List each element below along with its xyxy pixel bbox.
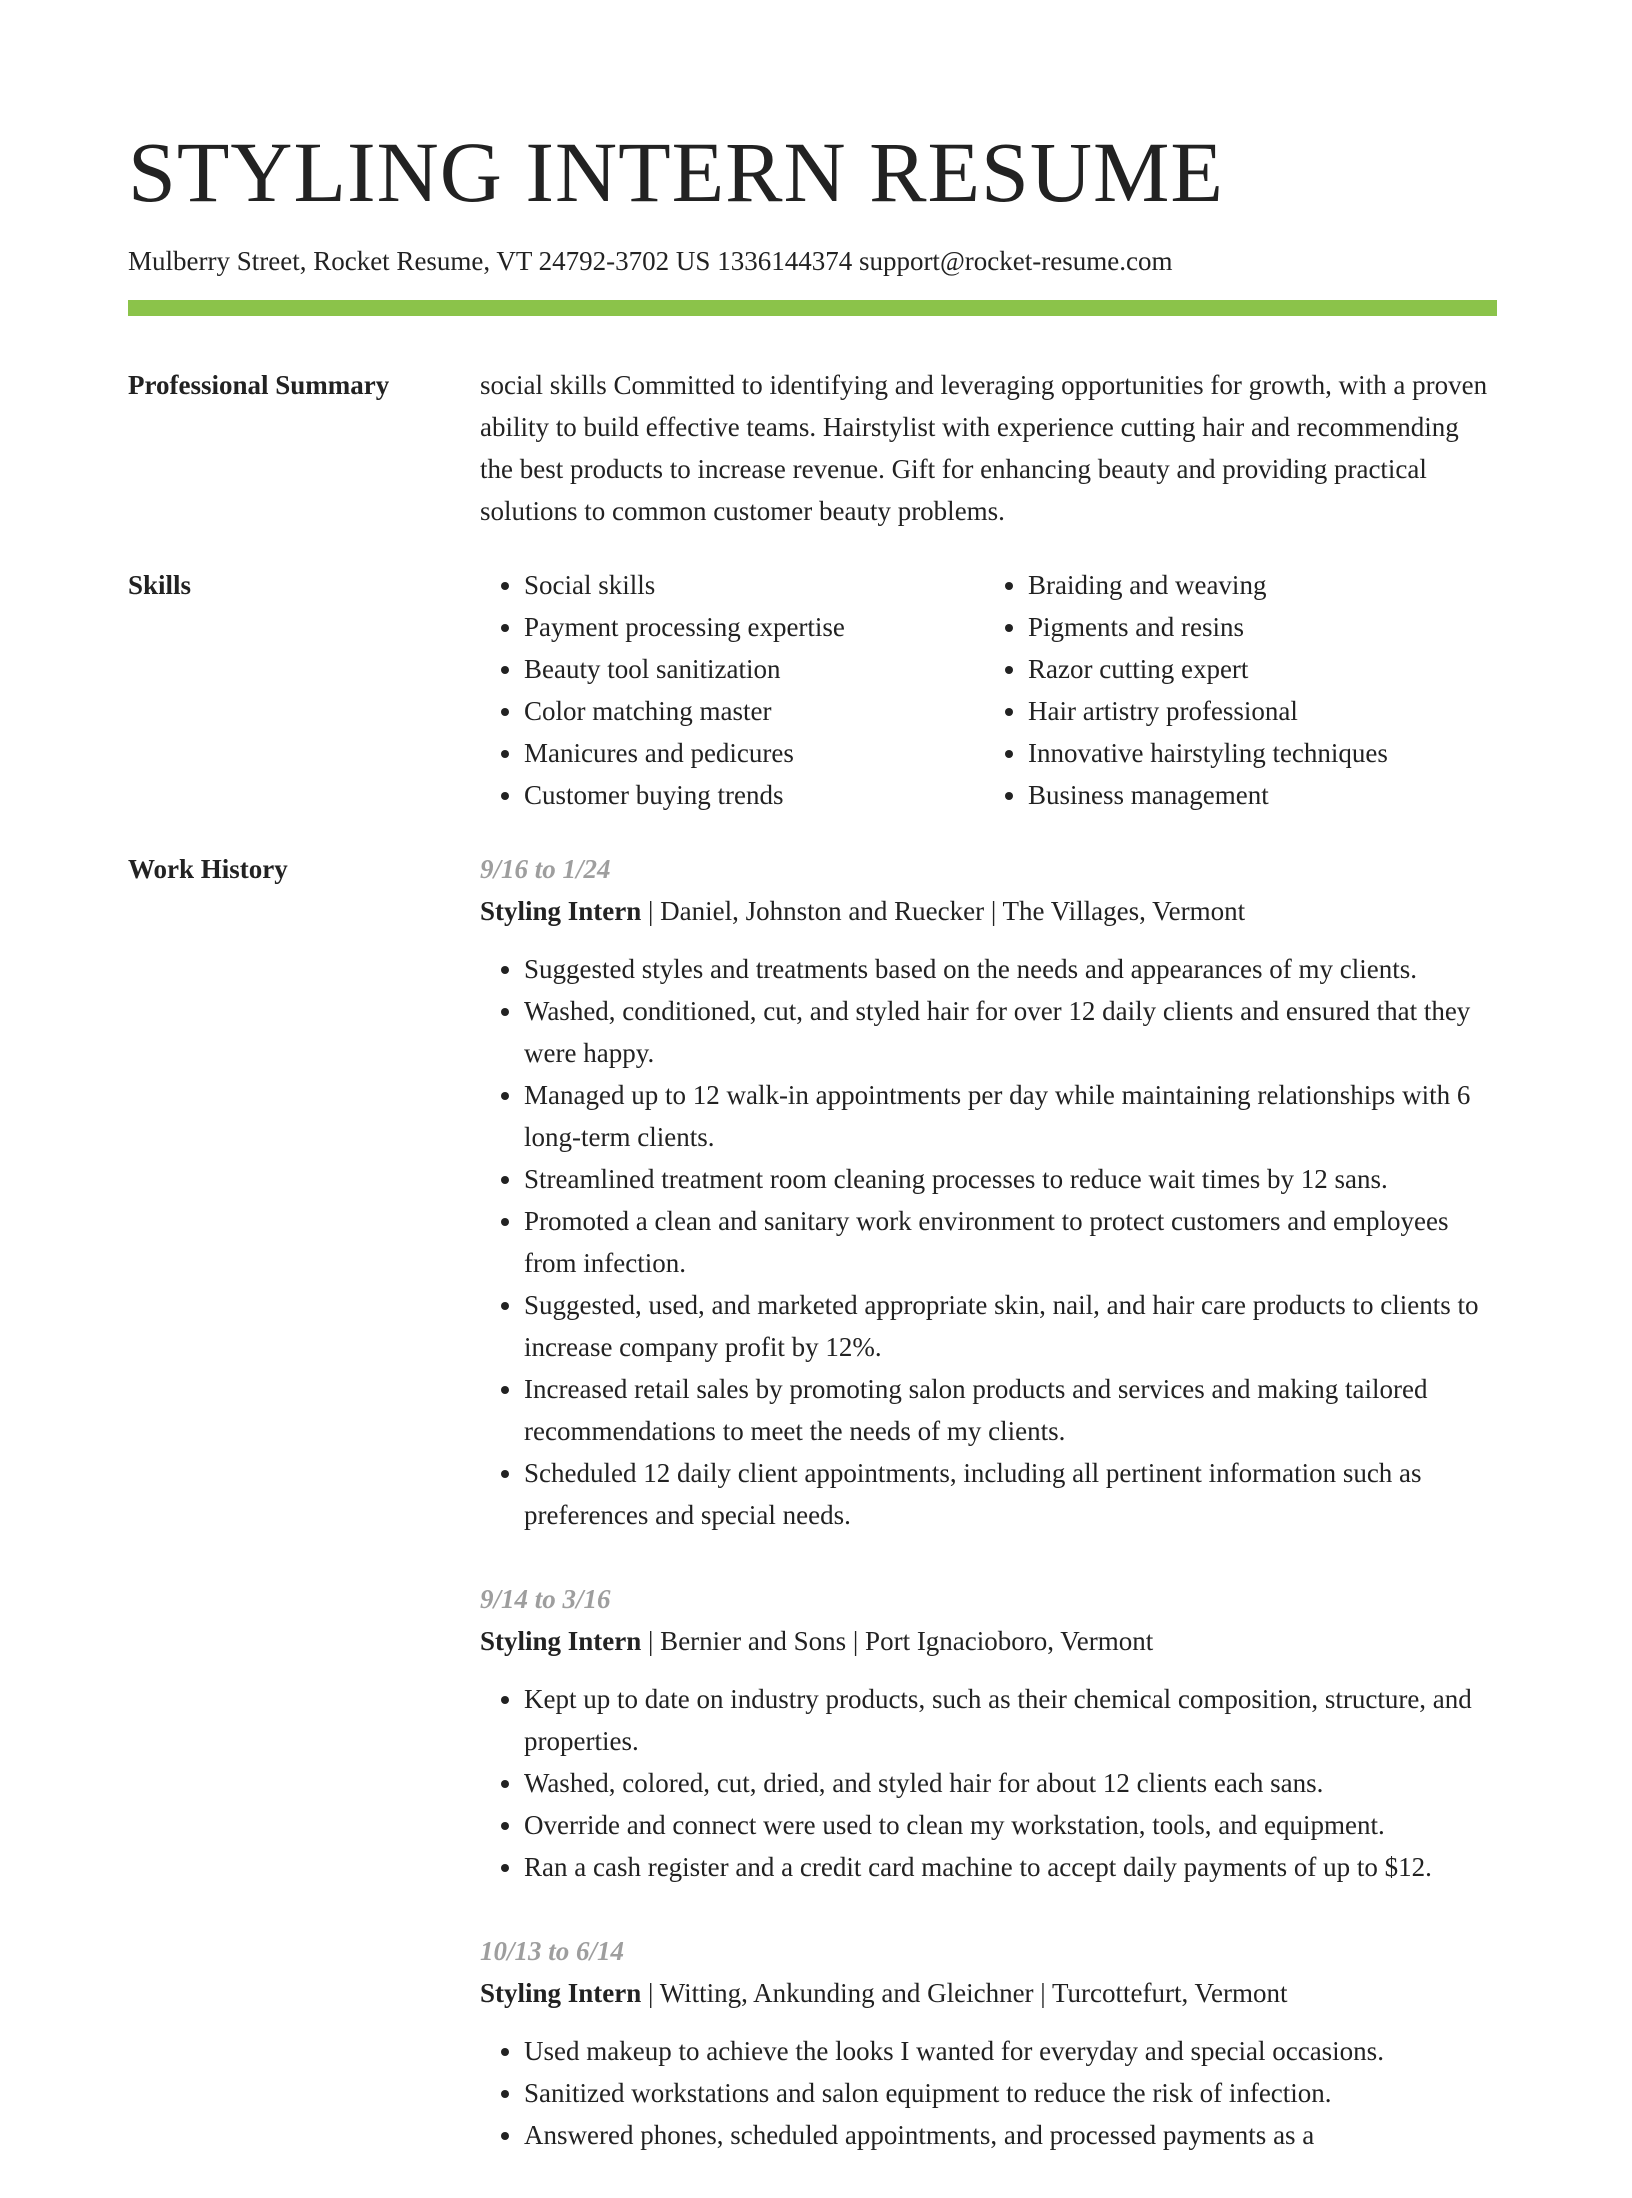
job-entry — [480, 848, 1497, 1536]
summary-section — [128, 364, 1497, 532]
work-history-label: Work History — [128, 854, 288, 884]
job-details: | Witting, Ankunding and Gleichner | Turcottefurt, Vermont — [641, 1978, 1288, 2008]
job-heading — [480, 890, 1497, 932]
job-heading — [480, 1972, 1497, 2014]
job-title: Styling Intern — [480, 1978, 642, 2008]
job-title: Styling Intern — [480, 1626, 642, 1656]
job-bullet: • Managed up to 12 walk-in appointments per day while maintaining relationships with 6 long-term clients. — [524, 1074, 1497, 1158]
skill-item: • Manicures and pedicures — [524, 732, 984, 774]
skill-item: • Braiding and weaving — [1028, 564, 1488, 606]
summary-label: Professional Summary — [128, 370, 390, 400]
skill-item: • Pigments and resins — [1028, 606, 1488, 648]
skill-item: • Beauty tool sanitization — [524, 648, 984, 690]
job-bullets — [480, 2030, 1497, 2156]
work-history-section — [128, 848, 1497, 2198]
skill-item: • Customer buying trends — [524, 774, 984, 816]
summary-text: social skills Committed to identifying and leveraging opportunities for growth, with a proven ability to build effective teams. Hairstylist with experience cutting hair and recommending the best products to increase revenue. Gift for enhancing beauty and providing practical solutions to common customer beauty problems. — [480, 370, 1488, 526]
job-entry — [480, 1930, 1497, 2156]
job-bullet: • Used makeup to achieve the looks I wanted for everyday and special occasions. — [524, 2030, 1497, 2072]
job-bullet: • Promoted a clean and sanitary work environment to protect customers and employees from infection. — [524, 1200, 1497, 1284]
skills-column-left — [480, 564, 984, 816]
skills-column-right — [984, 564, 1488, 816]
contact-line: Mulberry Street, Rocket Resume, VT 24792-3702 US 1336144374 support@rocket-resume.com — [128, 246, 1173, 276]
skill-item: • Razor cutting expert — [1028, 648, 1488, 690]
job-bullet: • Scheduled 12 daily client appointments, including all pertinent information such as preferences and special needs. — [524, 1452, 1497, 1536]
skill-item: • Payment processing expertise — [524, 606, 984, 648]
job-details: | Bernier and Sons | Port Ignacioboro, Vermont — [641, 1626, 1154, 1656]
job-dates: 9/14 to 3/16 — [480, 1584, 611, 1614]
job-bullet: • Answered phones, scheduled appointments, and processed payments as a — [524, 2114, 1497, 2156]
job-bullet: • Washed, conditioned, cut, and styled hair for over 12 daily clients and ensured that they were happy. — [524, 990, 1497, 1074]
skill-item: • Social skills — [524, 564, 984, 606]
skills-section — [128, 564, 1497, 816]
job-bullet: • Washed, colored, cut, dried, and styled hair for about 12 clients each sans. — [524, 1762, 1497, 1804]
job-bullet: • Override and connect were used to clean my workstation, tools, and equipment. — [524, 1804, 1497, 1846]
job-bullets — [480, 948, 1497, 1536]
job-heading — [480, 1620, 1497, 1662]
job-bullet: • Suggested styles and treatments based on the needs and appearances of my clients. — [524, 948, 1497, 990]
job-title: Styling Intern — [480, 896, 642, 926]
skill-item: • Business management — [1028, 774, 1488, 816]
job-dates: 9/16 to 1/24 — [480, 854, 611, 884]
skill-item: • Hair artistry professional — [1028, 690, 1488, 732]
job-bullet: • Streamlined treatment room cleaning processes to reduce wait times by 12 sans. — [524, 1158, 1497, 1200]
skill-item: • Color matching master — [524, 690, 984, 732]
job-bullet: • Sanitized workstations and salon equipment to reduce the risk of infection. — [524, 2072, 1497, 2114]
job-bullets — [480, 1678, 1497, 1888]
job-entry — [480, 1578, 1497, 1888]
resume-title: STYLING INTERN RESUME — [128, 124, 1224, 220]
skill-item: • Innovative hairstyling techniques — [1028, 732, 1488, 774]
job-details: | Daniel, Johnston and Ruecker | The Villages, Vermont — [641, 896, 1246, 926]
job-bullet: • Increased retail sales by promoting salon products and services and making tailored recommendations to meet the needs of my clients. — [524, 1368, 1497, 1452]
header-divider — [128, 300, 1497, 316]
skills-label: Skills — [128, 570, 192, 600]
job-dates: 10/13 to 6/14 — [480, 1936, 625, 1966]
job-bullet: • Ran a cash register and a credit card machine to accept daily payments of up to $12. — [524, 1846, 1497, 1888]
job-bullet: • Kept up to date on industry products, such as their chemical composition, structure, and properties. — [524, 1678, 1497, 1762]
job-bullet: • Suggested, used, and marketed appropriate skin, nail, and hair care products to clients to increase company profit by 12%. — [524, 1284, 1497, 1368]
